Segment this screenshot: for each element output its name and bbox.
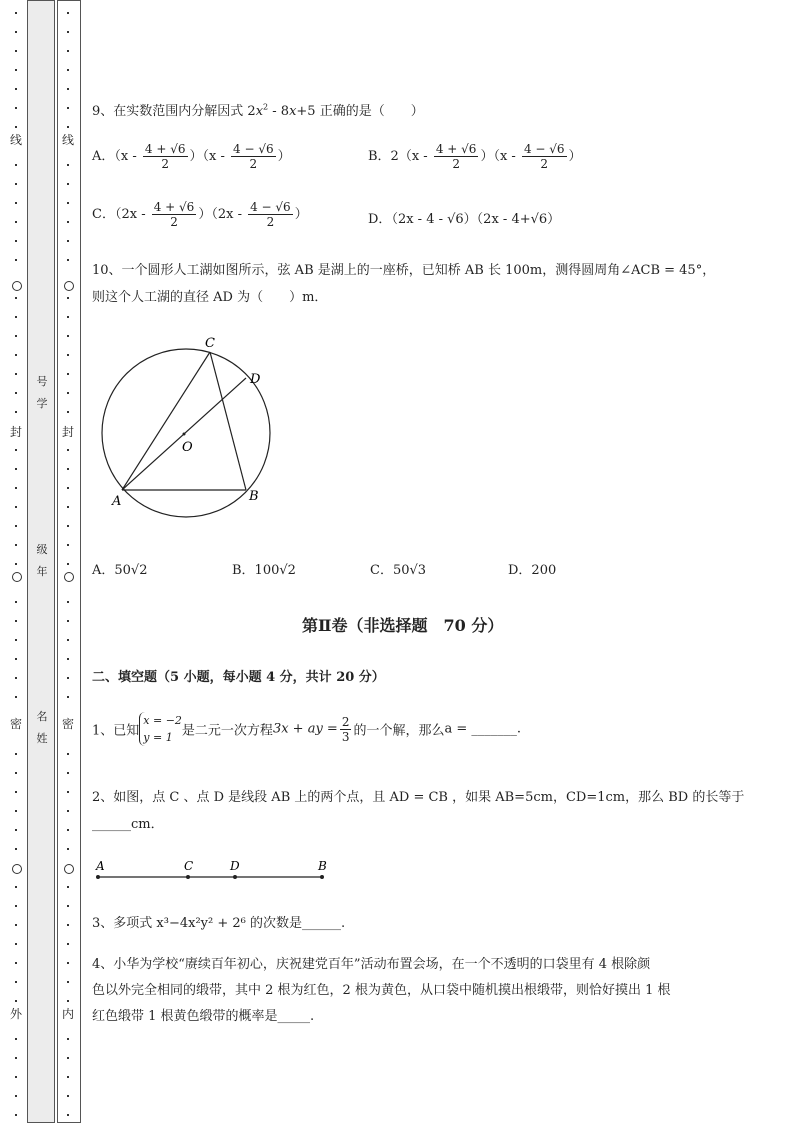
q9-b-frac2 [522,142,567,171]
outer-circle-3 [12,864,22,874]
q9-a-frac2 [231,142,276,171]
margin-dot [15,297,17,299]
label-xing: 姓 [36,732,48,745]
margin-dot [15,753,17,755]
margin-dot [15,943,17,945]
fill1-sys2: y = 1 [143,731,173,744]
margin-dot [67,848,69,850]
margin-dot [15,468,17,470]
q9-a-label: A． [92,149,115,164]
q9-option-b[interactable] [368,142,582,171]
q9-a-frac1 [143,142,188,171]
segment-diagram [92,856,342,886]
margin-dot [67,829,69,831]
margin-dot [15,962,17,964]
margin-dot [15,905,17,907]
margin-dot [67,563,69,565]
q9-b-frac1 [434,142,479,171]
margin-dot [67,449,69,451]
margin-dot [67,677,69,679]
margin-dot [15,696,17,698]
point-d-label: D [250,372,261,387]
point-d [233,875,237,879]
margin-dot [67,1000,69,1002]
point-o-label: O [182,440,193,455]
margin-dot [67,202,69,204]
fill4-line1: 4、小华为学校“赓续百年初心，庆祝建党百年”活动布置会场，在一个不透明的口袋里有 4 根除颜 [92,957,651,972]
margin-dot [67,12,69,14]
fill1-sys1: x = −2 [143,714,182,727]
inner-char-xian: 线 [61,133,74,147]
margin-dot [67,240,69,242]
margin-dot [67,50,69,52]
margin-dot [15,335,17,337]
margin-dot [15,829,17,831]
margin-dot [15,981,17,983]
margin-dot [67,1095,69,1097]
q9-c-mid: ）（2x - [198,207,247,222]
frac-den: 2 [161,157,170,171]
point-c-label: C [205,336,215,351]
q9-b-label: B．2 [368,149,399,164]
margin-dot [67,335,69,337]
margin-dot [15,487,17,489]
q9-option-a[interactable] [92,142,291,171]
margin-dot [15,12,17,14]
q9-b-pre: （x - [398,149,432,164]
point-a-label: A [112,494,122,509]
margin-dot [67,1076,69,1078]
margin-dot [15,677,17,679]
q9-stem-x2: x [289,104,297,119]
margin-dot [15,31,17,33]
fill2-line1: 2、如图，点 C 、点 D 是线段 AB 上的两个点，且 AD = CB ，如果 AB=5cm，CD=1cm，那么 BD 的长等于 [92,790,745,805]
margin-dot [67,1114,69,1116]
q9-c-label: C． [92,207,115,222]
q10-option-a[interactable]: A．50√2 [92,563,148,578]
q9-a-mid: ）（x - [189,149,229,164]
margin-dot [67,943,69,945]
margin-dot [15,392,17,394]
q9-a-pre: （x - [114,149,141,164]
margin-dot [67,506,69,508]
frac-den: 2 [249,157,258,171]
margin-dot [15,886,17,888]
margin-dot [15,848,17,850]
name-strip [27,0,55,1123]
margin-dot [67,962,69,964]
margin-dot [67,297,69,299]
margin-dot [67,772,69,774]
margin-dot [15,240,17,242]
margin-dot [15,126,17,128]
q9-c-frac1 [152,200,197,229]
fill1-suffix: 的一个解，那么 [353,723,445,739]
margin-dot [67,886,69,888]
frac-den: 2 [170,215,178,229]
inner-dotted-column [57,0,81,1123]
margin-dot [67,69,69,71]
margin-dot [67,791,69,793]
q9-a-end: ） [277,149,291,164]
margin-dot [67,259,69,261]
q9-c-end: ） [294,207,308,222]
margin-dot [67,126,69,128]
frac-num: 4 − √6 [233,142,274,156]
segment-label-d: D [230,859,240,873]
margin-dot [15,69,17,71]
margin-dot [15,772,17,774]
fill2-line2[interactable]: ______cm． [92,817,164,832]
margin-dot [15,88,17,90]
point-b [320,875,324,879]
margin-dot [67,1057,69,1059]
margin-dot [15,50,17,52]
margin-dot [15,354,17,356]
frac-den: 2 [452,157,460,171]
frac-num: 4 + √6 [435,142,477,156]
margin-dot [67,107,69,109]
fill1-prefix: 1、已知 [92,723,140,739]
q9-d-label: D． [368,212,392,227]
margin-dot [67,905,69,907]
q10-line1: 10、一个圆形人工湖如图所示，弦 AB 是湖上的一座桥，已知桥 AB 长 100m，测得圆周角∠ACB = 45°， [92,263,716,278]
q10-option-c[interactable]: C．50√3 [370,563,427,578]
inner-circle-3 [64,864,74,874]
inner-circle-1 [64,281,74,291]
label-ming: 名 [36,710,48,723]
margin-dot [15,449,17,451]
margin-dot [67,468,69,470]
margin-dot [15,563,17,565]
binding-margin [0,0,82,1123]
fill3[interactable]: 3、多项式 x³−4x²y² + 2⁶ 的次数是______. [92,916,346,931]
margin-dot [15,544,17,546]
margin-dot [15,259,17,261]
q9-b-mid: ）（x - [480,149,520,164]
margin-dot [67,411,69,413]
margin-dot [15,373,17,375]
outer-char-wai: 外 [9,1007,22,1021]
margin-dot [15,183,17,185]
inner-char-mi: 密 [61,717,74,731]
q9-stem-a: 9、在实数范围内分解因式 2 [92,104,256,119]
q9-stem-b: - 8 [268,104,290,119]
margin-dot [67,620,69,622]
frac-den: 3 [341,729,350,744]
frac-num: 4 − √6 [250,200,291,214]
fill1-frac [340,715,352,744]
margin-dot [15,506,17,508]
margin-dot [15,1000,17,1002]
center-point [183,433,186,436]
q10-option-d[interactable]: D．200 [508,563,557,578]
frac-num: 4 − √6 [523,142,565,156]
margin-dot [67,316,69,318]
frac-den: 2 [266,215,275,229]
margin-dot [15,221,17,223]
label-xue: 学 [36,397,48,410]
margin-dot [67,601,69,603]
margin-dot [15,601,17,603]
margin-dot [15,164,17,166]
point-c [186,875,190,879]
margin-dot [67,810,69,812]
margin-dot [67,183,69,185]
fill4-line3[interactable]: 红色缎带 1 根黄色缎带的概率是_____. [92,1009,315,1024]
margin-dot [67,544,69,546]
margin-dot [67,924,69,926]
margin-dot [15,924,17,926]
margin-dot [67,392,69,394]
margin-dot [15,1057,17,1059]
fill1 [92,712,521,746]
fill1-eq: 3x + ay = [272,721,338,737]
circle-lake-diagram [94,330,284,520]
outer-char-feng: 封 [9,425,22,439]
fill4-line2: 色以外完全相同的缎带，其中 2 根为红色，2 根为黄色，从口袋中随机摸出根缎带，则恰好摸出 1 根 [92,983,671,998]
frac-num: 2 [341,714,350,729]
inner-char-nei: 内 [61,1007,74,1021]
margin-dot [67,525,69,527]
margin-dot [67,639,69,641]
margin-dot [15,316,17,318]
outer-circle-2 [12,572,22,582]
margin-dot [15,810,17,812]
margin-dot [67,487,69,489]
margin-dot [15,1114,17,1116]
margin-dot [15,1095,17,1097]
outer-char-xian: 线 [9,133,22,147]
margin-dot [15,107,17,109]
q9-b-end: ） [568,149,582,164]
section2-title: 二、填空题（5 小题，每小题 4 分，共计 20 分） [92,670,385,685]
margin-dot [15,202,17,204]
fill1-system [139,712,182,746]
frac-num: 4 + √6 [153,200,195,214]
fill1-middle: 是二元一次方程 [181,723,273,739]
point-a [96,875,100,879]
label-hao: 号 [36,375,48,388]
q9-c-pre: （2x - [114,207,150,222]
q10-line2: 则这个人工湖的直径 AD 为（ ）m． [92,290,328,305]
label-ji: 级 [36,543,48,556]
margin-dot [67,164,69,166]
inner-char-feng: 封 [61,425,74,439]
chord-ac [122,352,210,490]
margin-dot [15,1076,17,1078]
segment-label-a: A [96,859,105,873]
margin-dot [67,1038,69,1040]
q10-option-b[interactable]: B．100√2 [232,563,296,578]
margin-dot [67,221,69,223]
point-b-label: B [249,489,259,504]
fill1-answer[interactable]: a = _______. [444,721,522,737]
q9-stem-sup: 2 [263,102,269,112]
margin-dot [15,620,17,622]
frac-num: 4 + √6 [144,142,186,156]
chord-cb [210,352,246,490]
frac-den: 2 [540,157,549,171]
q9-d-text: （2x - 4 - √6）（2x - 4+√6） [391,212,561,227]
margin-dot [15,791,17,793]
margin-dot [15,1038,17,1040]
q9-stem-x: x [255,104,264,119]
segment-label-b: B [318,859,327,873]
q9-stem-c: +5 正确的是（ ） [296,104,424,119]
q9-c-frac2 [248,200,293,229]
margin-dot [67,373,69,375]
label-nian: 年 [36,565,48,578]
inner-circle-2 [64,572,74,582]
margin-dot [67,658,69,660]
q9-stem [92,100,424,119]
margin-dot [15,525,17,527]
margin-dot [67,31,69,33]
margin-dot [67,981,69,983]
q9-option-d[interactable] [368,208,560,227]
margin-dot [67,354,69,356]
margin-dot [67,88,69,90]
q9-option-c[interactable] [92,200,308,229]
outer-char-mi: 密 [9,717,22,731]
segment-label-c: C [184,859,194,873]
margin-dot [15,639,17,641]
margin-dot [15,411,17,413]
margin-dot [15,658,17,660]
part2-title: 第Ⅱ卷（非选择题 70 分） [302,616,504,635]
margin-dot [67,696,69,698]
margin-dot [67,753,69,755]
outer-circle-1 [12,281,22,291]
